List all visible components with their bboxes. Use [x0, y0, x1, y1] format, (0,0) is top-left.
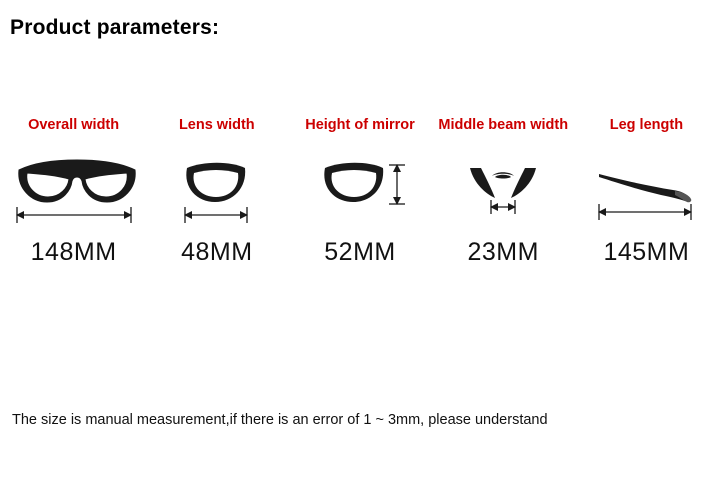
spec-item-leg-length	[575, 118, 718, 267]
spec-figure	[169, 154, 265, 232]
spec-figure	[448, 154, 558, 232]
page-title: Product parameters:	[10, 16, 220, 39]
spec-item-lens-width	[145, 118, 288, 267]
spec-item-height-of-mirror	[288, 118, 431, 267]
glasses-single-lens-icon	[169, 154, 265, 232]
measurement-disclaimer: The size is manual measurement,if there is an error of 1 ~ 3mm, please understand	[12, 412, 548, 428]
dimension-arrow-horizontal	[184, 207, 248, 223]
spec-item-overall-width	[2, 118, 145, 267]
glasses-front-full-icon	[11, 154, 137, 232]
spec-value: 23MM	[467, 237, 539, 266]
spec-value: 52MM	[324, 237, 396, 266]
spec-label: Lens width	[178, 117, 255, 133]
dimension-arrow-horizontal	[16, 207, 132, 223]
dimension-arrow-horizontal	[490, 200, 516, 214]
spec-figure	[591, 154, 701, 232]
spec-value: 145MM	[603, 237, 690, 266]
spec-label: Height of mirror	[305, 117, 415, 133]
spec-figure	[305, 154, 415, 232]
glasses-bridge-icon	[448, 154, 558, 232]
spec-label: Leg length	[609, 117, 684, 133]
dimension-arrow-vertical	[389, 164, 405, 205]
spec-label: Middle beam width	[438, 117, 569, 133]
spec-row	[0, 118, 720, 267]
glasses-lens-height-icon	[305, 154, 415, 232]
spec-value: 48MM	[181, 237, 253, 266]
glasses-temple-arm-icon	[591, 154, 701, 232]
dimension-arrow-horizontal	[598, 204, 692, 220]
spec-item-middle-beam-width	[432, 118, 575, 267]
spec-figure	[11, 154, 137, 232]
spec-value: 148MM	[30, 237, 117, 266]
spec-label: Overall width	[28, 117, 120, 133]
